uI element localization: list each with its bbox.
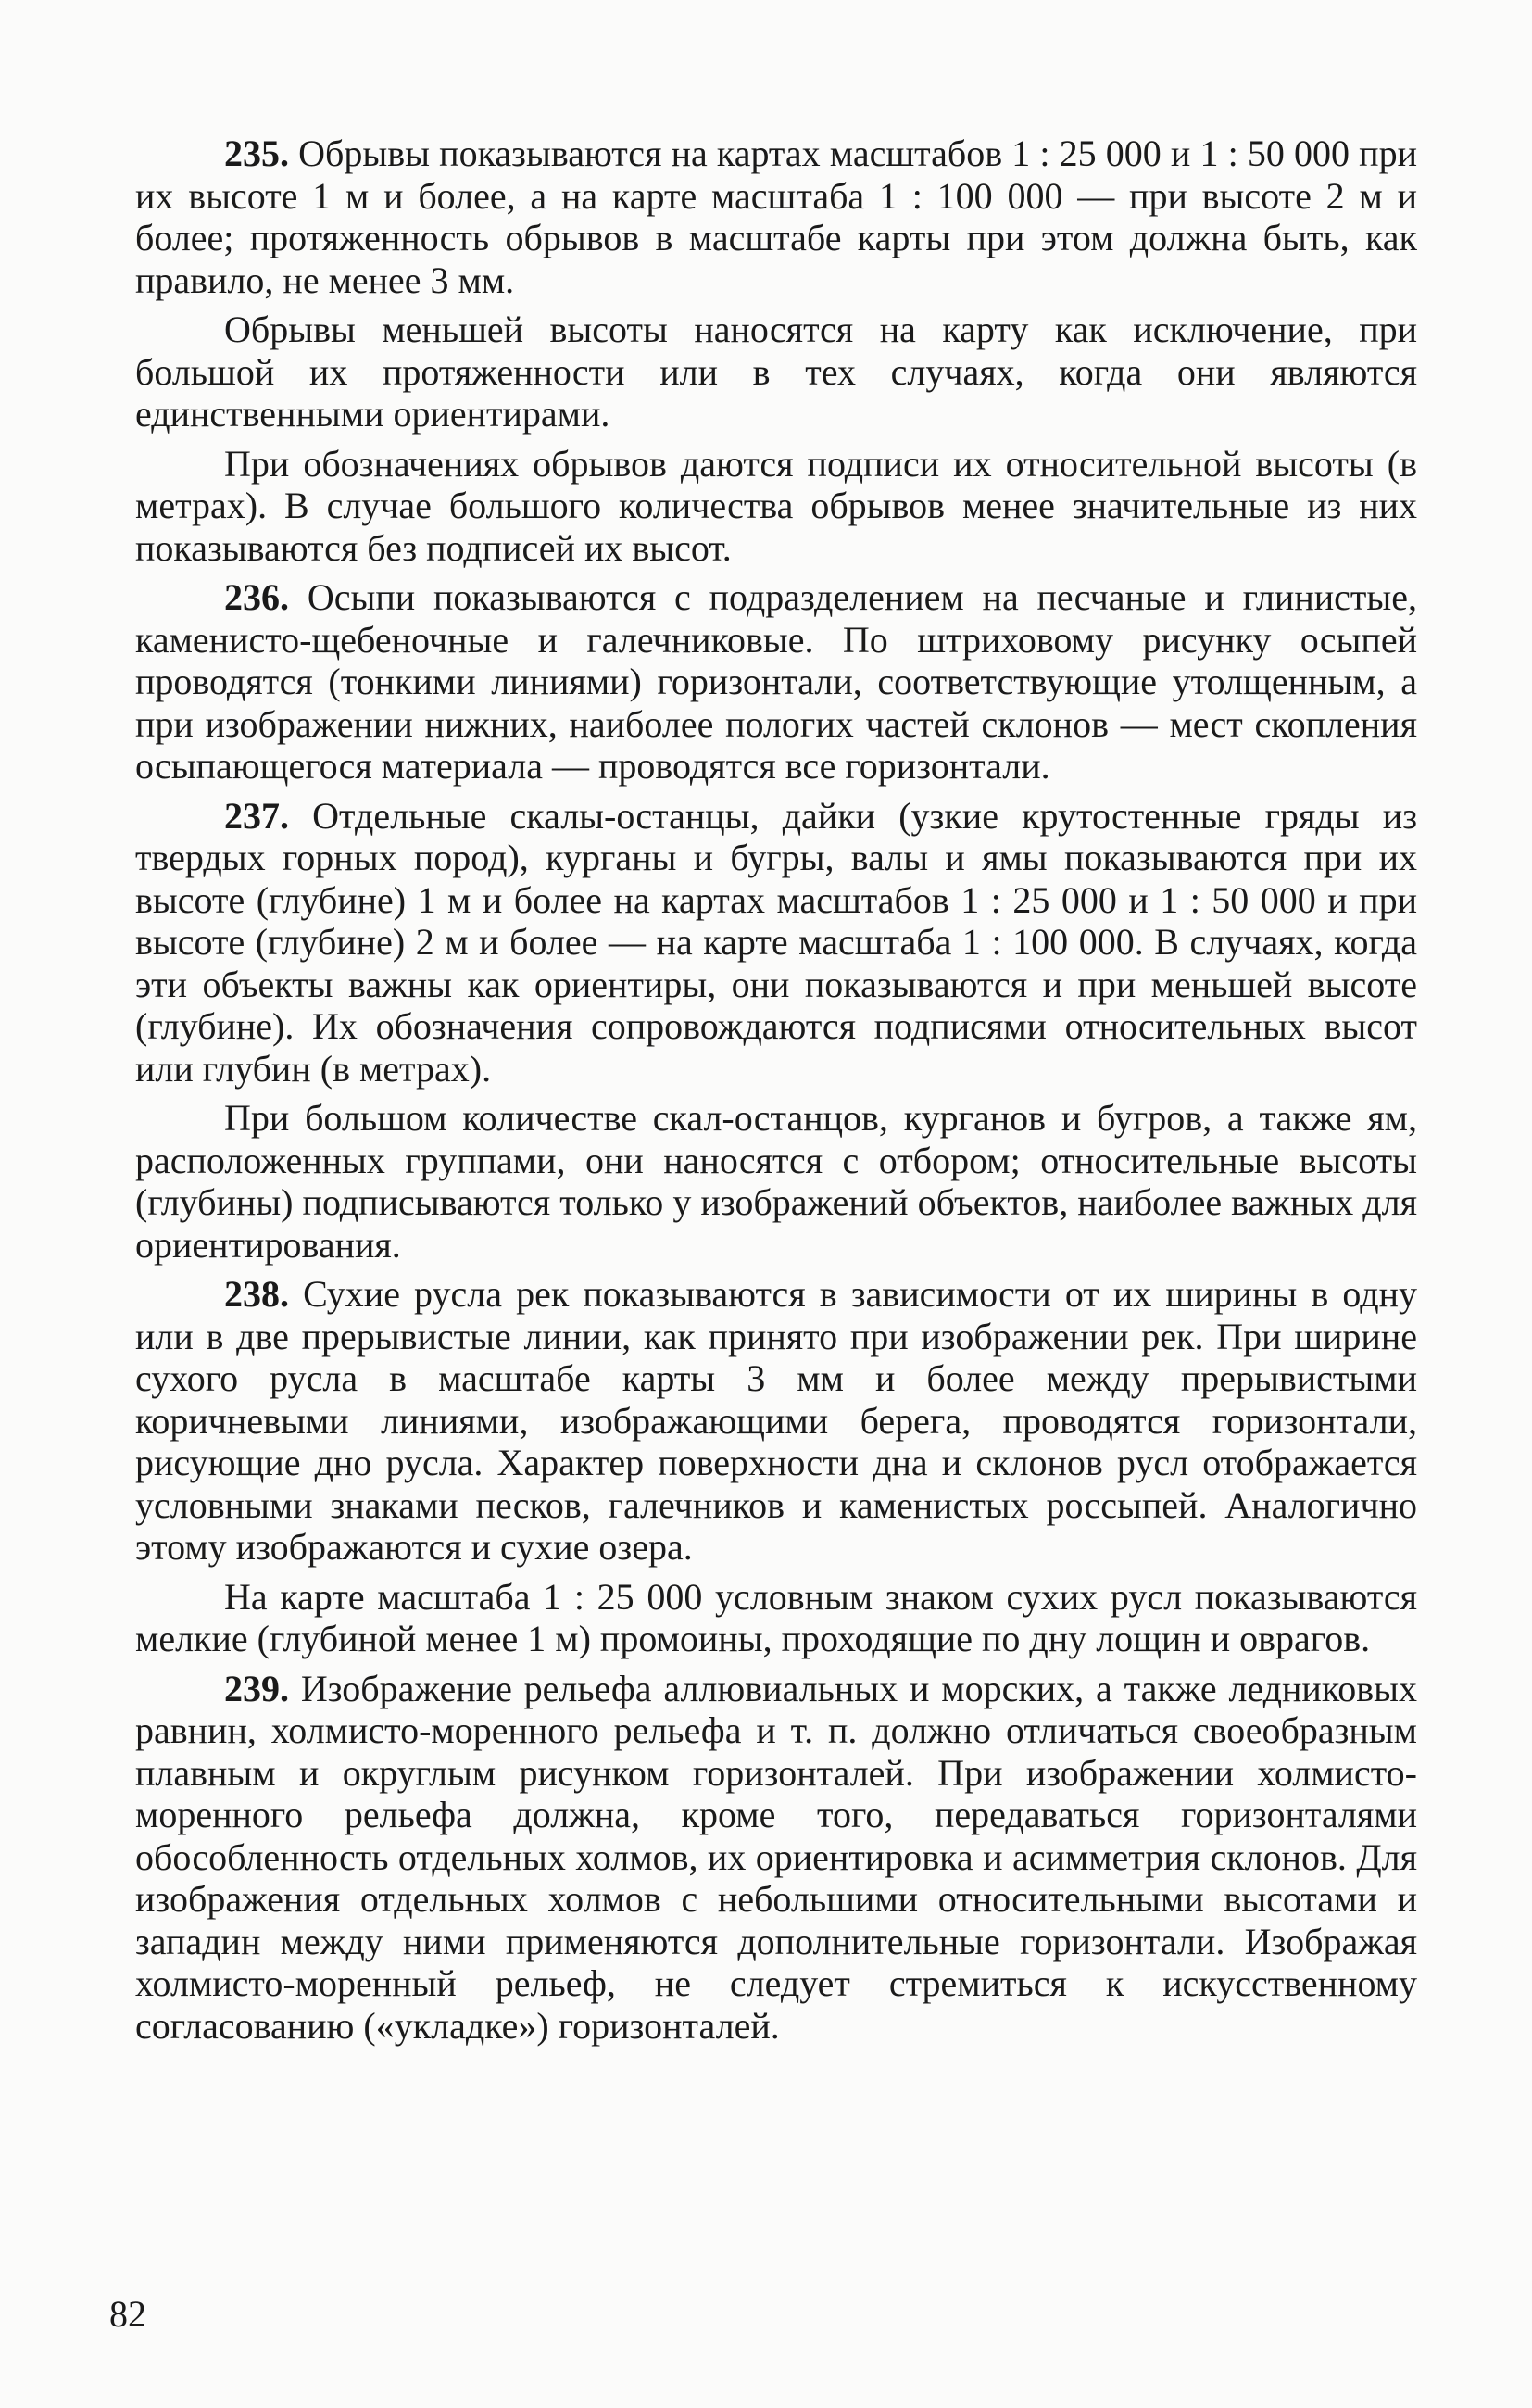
paragraph-235-cont-1	[135, 309, 1417, 435]
page-number: 82	[109, 2293, 146, 2335]
paragraph-237-cont	[135, 1097, 1417, 1266]
paragraph-236	[135, 576, 1417, 788]
paragraph-number: 239.	[224, 1667, 289, 1709]
paragraph-238	[135, 1273, 1417, 1569]
paragraph-235	[135, 132, 1417, 301]
paragraph-text: Осыпи показываются с подразделением на песчаные и глинистые, каменисто-щебеночные и галечниковые. По штриховому рисунку осыпей проводятся (тонкими линиями) горизонтали, соответствующие утолщенным, а при изображении нижних, наиболее пологих частей склонов — мест скопления осыпающегося материала — проводятся все горизонтали.	[135, 576, 1417, 787]
paragraph-text: При большом количестве скал-останцов, курганов и бугров, а также ям, расположенных группами, они наносятся с отбором; относительные высоты (глубины) подписываются только у изображений объектов, наиболее важных для ориентирования.	[135, 1097, 1417, 1266]
paragraph-text: Изображение рельефа аллювиальных и морских, а также ледниковых равнин, холмисто-моренного рельефа и т. п. должно отличаться своеобразным плавным и округлым рисунком горизонталей. При изображении холмисто-моренного рельефа должна, кроме того, передаваться горизонталями обособленность отдельных холмов, их ориентировка и асимметрия склонов. Для изображения отдельных холмов с небольшими относительными высотами и западин между ними применяются дополнительные горизонтали. Изображая холмисто-моренный рельеф, не следует стремиться к искусственному согласованию («укладке») горизонталей.	[135, 1667, 1417, 2047]
paragraph-235-cont-2	[135, 443, 1417, 570]
paragraph-text: Обрывы показываются на картах масштабов 1 : 25 000 и 1 : 50 000 при их высоте 1 м и более, а на карте масштаба 1 : 100 000 — при высоте 2 м и более; протяженность обрывов в масштабе карты при этом должна быть, как правило, не менее 3 мм.	[135, 132, 1417, 301]
paragraph-239	[135, 1668, 1417, 2048]
paragraph-237	[135, 795, 1417, 1091]
paragraph-text: При обозначениях обрывов даются подписи их относительной высоты (в метрах). В случае большого количества обрывов менее значительные из них показываются без подписей их высот.	[135, 442, 1417, 569]
paragraph-text: Отдельные скалы-останцы, дайки (узкие крутостенные гряды из твердых горных пород), курганы и бугры, валы и ямы показываются при их высоте (глубине) 1 м и более на картах масштабов 1 : 25 000 и 1 : 50 000 и при высоте (глубине) 2 м и более — на карте масштаба 1 : 100 000. В случаях, когда эти объекты важны как ориентиры, они показываются и при меньшей высоте (глубине). Их обозначения сопровождаются подписями относительных высот или глубин (в метрах).	[135, 794, 1417, 1090]
paragraph-number: 238.	[224, 1273, 289, 1315]
paragraph-238-cont	[135, 1576, 1417, 1660]
paragraph-text: На карте масштаба 1 : 25 000 условным знаком сухих русл показываются мелкие (глубиной менее 1 м) промоины, проходящие по дну лощин и оврагов.	[135, 1575, 1417, 1659]
paragraph-text: Сухие русла рек показываются в зависимости от их ширины в одну или в две прерывистые линии, как принято при изображении рек. При ширине сухого русла в масштабе карты 3 мм и более между прерывистыми коричневыми линиями, изображающими берега, проводятся горизонтали, рисующие дно русла. Характер поверхности дна и склонов русл отображается условными знаками песков, галечников и каменистых россыпей. Аналогично этому изображаются и сухие озера.	[135, 1273, 1417, 1568]
paragraph-number: 236.	[224, 576, 289, 618]
body-text	[135, 132, 1417, 2054]
paragraph-number: 235.	[224, 132, 289, 174]
paragraph-text: Обрывы меньшей высоты наносятся на карту как исключение, при большой их протяженности или в тех случаях, когда они являются единственными ориентирами.	[135, 309, 1417, 435]
paragraph-number: 237.	[224, 794, 289, 837]
